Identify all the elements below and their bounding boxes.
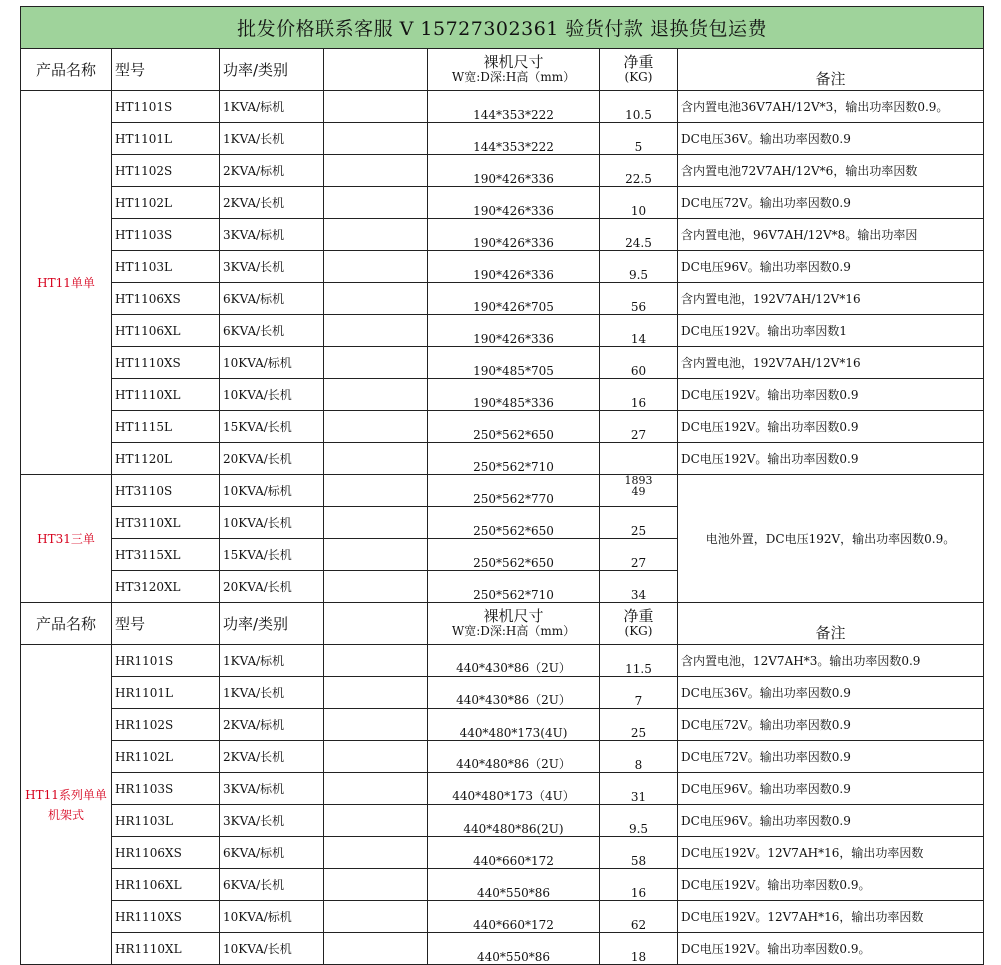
blank-cell bbox=[324, 251, 428, 283]
dimension-cell: 250*562*650 bbox=[428, 411, 600, 443]
note-cell: 含内置电池，96V7AH/12V*8。输出功率因 bbox=[678, 219, 984, 251]
weight-cell bbox=[600, 443, 678, 475]
model-cell: HT1102S bbox=[112, 155, 220, 187]
dimension-cell: 190*426*336 bbox=[428, 155, 600, 187]
blank-cell bbox=[324, 411, 428, 443]
note-cell: DC电压192V。输出功率因数0.9 bbox=[678, 379, 984, 411]
blank-cell bbox=[324, 677, 428, 709]
model-cell: HR1110XL bbox=[112, 933, 220, 965]
weight-value: 49 bbox=[631, 485, 646, 498]
note-cell: DC电压96V。输出功率因数0.9 bbox=[678, 251, 984, 283]
note-cell: DC电压36V。输出功率因数0.9 bbox=[678, 123, 984, 155]
table-row bbox=[21, 741, 984, 773]
table-row bbox=[21, 187, 984, 219]
dimension-cell: 440*550*86 bbox=[428, 933, 600, 965]
weight-cell: 25 bbox=[600, 507, 678, 539]
blank-cell bbox=[324, 933, 428, 965]
weight-cell: 34 bbox=[600, 571, 678, 603]
model-cell: HT1110XS bbox=[112, 347, 220, 379]
table-row bbox=[21, 677, 984, 709]
dimension-cell: 440*660*172 bbox=[428, 837, 600, 869]
blank-cell bbox=[324, 805, 428, 837]
dimension-cell: 440*430*86（2U） bbox=[428, 645, 600, 677]
weight-cell: 31 bbox=[600, 773, 678, 805]
model-cell: HR1103S bbox=[112, 773, 220, 805]
blank-cell bbox=[324, 443, 428, 475]
note-cell: DC电压192V。12V7AH*16，输出功率因数 bbox=[678, 901, 984, 933]
blank-cell bbox=[324, 379, 428, 411]
note-cell: 含内置电池，12V7AH*3。输出功率因数0.9 bbox=[678, 645, 984, 677]
model-cell: HR1101S bbox=[112, 645, 220, 677]
header-model: 型号 bbox=[112, 603, 220, 645]
blank-cell bbox=[324, 645, 428, 677]
power-cell: 2KVA/长机 bbox=[220, 741, 324, 773]
header-weight-unit: (KG) bbox=[624, 623, 653, 638]
blank-cell bbox=[324, 773, 428, 805]
header-row bbox=[21, 603, 984, 645]
note-cell: 含内置电池，192V7AH/12V*16 bbox=[678, 283, 984, 315]
blank-cell bbox=[324, 187, 428, 219]
weight-cell: 7 bbox=[600, 677, 678, 709]
dimension-cell: 440*430*86（2U） bbox=[428, 677, 600, 709]
table-row bbox=[21, 347, 984, 379]
power-cell: 3KVA/长机 bbox=[220, 251, 324, 283]
header-dimensions bbox=[428, 49, 600, 91]
dimension-cell: 190*426*705 bbox=[428, 283, 600, 315]
power-cell: 10KVA/标机 bbox=[220, 475, 324, 507]
header-power: 功率/类别 bbox=[220, 603, 324, 645]
header-power: 功率/类别 bbox=[220, 49, 324, 91]
header-blank bbox=[324, 49, 428, 91]
dimension-cell: 440*480*173（4U） bbox=[428, 773, 600, 805]
power-cell: 1KVA/长机 bbox=[220, 677, 324, 709]
note-cell: DC电压96V。输出功率因数0.9 bbox=[678, 773, 984, 805]
dimension-cell: 440*480*86(2U) bbox=[428, 805, 600, 837]
note-cell: 含内置电池36V7AH/12V*3，输出功率因数0.9。 bbox=[678, 91, 984, 123]
blank-cell bbox=[324, 539, 428, 571]
header-weight-unit: (KG) bbox=[624, 69, 653, 84]
header-note: 备注 bbox=[678, 49, 984, 91]
dimension-cell: 250*562*770 bbox=[428, 475, 600, 507]
power-cell: 1KVA/长机 bbox=[220, 123, 324, 155]
weight-overlap-text: 1893 bbox=[624, 474, 653, 487]
dimension-cell: 190*426*336 bbox=[428, 315, 600, 347]
weight-cell: 10 bbox=[600, 187, 678, 219]
price-sheet bbox=[20, 6, 983, 965]
model-cell: HT1115L bbox=[112, 411, 220, 443]
power-cell: 1KVA/标机 bbox=[220, 91, 324, 123]
note-cell: DC电压192V。输出功率因数0.9。 bbox=[678, 869, 984, 901]
power-cell: 1KVA/标机 bbox=[220, 645, 324, 677]
note-cell: 含内置电池，192V7AH/12V*16 bbox=[678, 347, 984, 379]
model-cell: HT3110XL bbox=[112, 507, 220, 539]
model-cell: HT1103L bbox=[112, 251, 220, 283]
group-label: HT11系列单单机架式 bbox=[21, 645, 112, 965]
weight-cell: 9.5 bbox=[600, 251, 678, 283]
dimension-cell: 250*562*710 bbox=[428, 571, 600, 603]
header-dimensions-label: 裸机尺寸 bbox=[483, 52, 544, 71]
header-note: 备注 bbox=[678, 603, 984, 645]
blank-cell bbox=[324, 741, 428, 773]
table-row bbox=[21, 123, 984, 155]
blank-cell bbox=[324, 837, 428, 869]
header-product-name: 产品名称 bbox=[21, 603, 112, 645]
note-cell: DC电压192V。输出功率因数0.9 bbox=[678, 411, 984, 443]
weight-cell: 5 bbox=[600, 123, 678, 155]
blank-cell bbox=[324, 347, 428, 379]
table-row bbox=[21, 933, 984, 965]
table-row bbox=[21, 869, 984, 901]
model-cell: HT1106XS bbox=[112, 283, 220, 315]
note-cell: DC电压192V。输出功率因数1 bbox=[678, 315, 984, 347]
table-row bbox=[21, 379, 984, 411]
note-cell: DC电压72V。输出功率因数0.9 bbox=[678, 187, 984, 219]
power-cell: 6KVA/长机 bbox=[220, 315, 324, 347]
weight-cell: 56 bbox=[600, 283, 678, 315]
power-cell: 6KVA/标机 bbox=[220, 283, 324, 315]
weight-cell: 25 bbox=[600, 709, 678, 741]
weight-cell: 58 bbox=[600, 837, 678, 869]
product-table bbox=[20, 6, 984, 965]
note-cell: DC电压192V。输出功率因数0.9 bbox=[678, 443, 984, 475]
blank-cell bbox=[324, 571, 428, 603]
table-row bbox=[21, 283, 984, 315]
weight-cell: 16 bbox=[600, 379, 678, 411]
weight-cell bbox=[600, 475, 678, 507]
model-cell: HR1103L bbox=[112, 805, 220, 837]
weight-cell: 27 bbox=[600, 539, 678, 571]
header-weight-label: 净重 bbox=[623, 52, 654, 71]
power-cell: 3KVA/长机 bbox=[220, 805, 324, 837]
power-cell: 2KVA/长机 bbox=[220, 187, 324, 219]
table-row bbox=[21, 315, 984, 347]
model-cell: HT3120XL bbox=[112, 571, 220, 603]
weight-cell: 8 bbox=[600, 741, 678, 773]
model-cell: HR1110XS bbox=[112, 901, 220, 933]
weight-cell: 27 bbox=[600, 411, 678, 443]
dimension-cell: 144*353*222 bbox=[428, 123, 600, 155]
weight-cell: 22.5 bbox=[600, 155, 678, 187]
note-cell: DC电压192V。12V7AH*16，输出功率因数 bbox=[678, 837, 984, 869]
merged-note-cell: 电池外置，DC电压192V，输出功率因数0.9。 bbox=[678, 475, 984, 603]
power-cell: 2KVA/标机 bbox=[220, 709, 324, 741]
model-cell: HT3115XL bbox=[112, 539, 220, 571]
group-label: HT11单单 bbox=[21, 91, 112, 475]
model-cell: HT1103S bbox=[112, 219, 220, 251]
dimension-cell: 440*480*86（2U） bbox=[428, 741, 600, 773]
dimension-cell: 250*562*650 bbox=[428, 539, 600, 571]
table-row bbox=[21, 837, 984, 869]
header-weight bbox=[600, 49, 678, 91]
dimension-cell: 250*562*650 bbox=[428, 507, 600, 539]
dimension-cell: 144*353*222 bbox=[428, 91, 600, 123]
model-cell: HR1102S bbox=[112, 709, 220, 741]
blank-cell bbox=[324, 315, 428, 347]
power-cell: 15KVA/长机 bbox=[220, 539, 324, 571]
model-cell: HR1101L bbox=[112, 677, 220, 709]
header-product-name: 产品名称 bbox=[21, 49, 112, 91]
weight-cell: 62 bbox=[600, 901, 678, 933]
power-cell: 20KVA/长机 bbox=[220, 571, 324, 603]
table-row bbox=[21, 645, 984, 677]
note-cell: DC电压192V。输出功率因数0.9。 bbox=[678, 933, 984, 965]
power-cell: 6KVA/长机 bbox=[220, 869, 324, 901]
weight-cell: 14 bbox=[600, 315, 678, 347]
model-cell: HR1102L bbox=[112, 741, 220, 773]
weight-cell: 24.5 bbox=[600, 219, 678, 251]
table-row bbox=[21, 901, 984, 933]
model-cell: HT1101L bbox=[112, 123, 220, 155]
model-cell: HT1120L bbox=[112, 443, 220, 475]
weight-cell: 60 bbox=[600, 347, 678, 379]
dimension-cell: 440*550*86 bbox=[428, 869, 600, 901]
model-cell: HT3110S bbox=[112, 475, 220, 507]
model-cell: HR1106XS bbox=[112, 837, 220, 869]
note-cell: DC电压72V。输出功率因数0.9 bbox=[678, 709, 984, 741]
header-weight bbox=[600, 603, 678, 645]
header-blank bbox=[324, 603, 428, 645]
header-dimensions-label: 裸机尺寸 bbox=[483, 606, 544, 625]
dimension-cell: 190*485*705 bbox=[428, 347, 600, 379]
blank-cell bbox=[324, 901, 428, 933]
power-cell: 10KVA/长机 bbox=[220, 379, 324, 411]
power-cell: 6KVA/标机 bbox=[220, 837, 324, 869]
power-cell: 15KVA/长机 bbox=[220, 411, 324, 443]
header-model: 型号 bbox=[112, 49, 220, 91]
blank-cell bbox=[324, 475, 428, 507]
weight-cell: 9.5 bbox=[600, 805, 678, 837]
weight-cell: 18 bbox=[600, 933, 678, 965]
power-cell: 20KVA/长机 bbox=[220, 443, 324, 475]
dimension-cell: 190*426*336 bbox=[428, 219, 600, 251]
blank-cell bbox=[324, 91, 428, 123]
header-dimensions bbox=[428, 603, 600, 645]
table-row bbox=[21, 475, 984, 507]
dimension-cell: 190*485*336 bbox=[428, 379, 600, 411]
weight-cell: 11.5 bbox=[600, 645, 678, 677]
group-label: HT31三单 bbox=[21, 475, 112, 603]
blank-cell bbox=[324, 155, 428, 187]
header-dimensions-unit: W宽:D深:H高（mm） bbox=[451, 623, 576, 638]
sheet-title: 批发价格联系客服 V 15727302361 验货付款 退换货包运费 bbox=[21, 7, 984, 49]
blank-cell bbox=[324, 709, 428, 741]
weight-cell: 16 bbox=[600, 869, 678, 901]
dimension-cell: 190*426*336 bbox=[428, 187, 600, 219]
model-cell: HT1110XL bbox=[112, 379, 220, 411]
table-row bbox=[21, 773, 984, 805]
power-cell: 2KVA/标机 bbox=[220, 155, 324, 187]
blank-cell bbox=[324, 507, 428, 539]
blank-cell bbox=[324, 123, 428, 155]
dimension-cell: 250*562*710 bbox=[428, 443, 600, 475]
blank-cell bbox=[324, 869, 428, 901]
table-row bbox=[21, 155, 984, 187]
weight-cell: 10.5 bbox=[600, 91, 678, 123]
power-cell: 3KVA/标机 bbox=[220, 219, 324, 251]
power-cell: 3KVA/标机 bbox=[220, 773, 324, 805]
model-cell: HT1102L bbox=[112, 187, 220, 219]
dimension-cell: 440*660*172 bbox=[428, 901, 600, 933]
table-row bbox=[21, 219, 984, 251]
dimension-cell: 440*480*173(4U) bbox=[428, 709, 600, 741]
header-dimensions-unit: W宽:D深:H高（mm） bbox=[451, 69, 576, 84]
dimension-cell: 190*426*336 bbox=[428, 251, 600, 283]
table-row bbox=[21, 709, 984, 741]
model-cell: HT1101S bbox=[112, 91, 220, 123]
table-row bbox=[21, 411, 984, 443]
header-weight-label: 净重 bbox=[623, 606, 654, 625]
table-row bbox=[21, 443, 984, 475]
header-row bbox=[21, 49, 984, 91]
power-cell: 10KVA/长机 bbox=[220, 507, 324, 539]
note-cell: DC电压36V。输出功率因数0.9 bbox=[678, 677, 984, 709]
table-row bbox=[21, 91, 984, 123]
note-cell: DC电压96V。输出功率因数0.9 bbox=[678, 805, 984, 837]
model-cell: HR1106XL bbox=[112, 869, 220, 901]
table-row bbox=[21, 805, 984, 837]
note-cell: 含内置电池72V7AH/12V*6，输出功率因数 bbox=[678, 155, 984, 187]
power-cell: 10KVA/标机 bbox=[220, 901, 324, 933]
power-cell: 10KVA/标机 bbox=[220, 347, 324, 379]
model-cell: HT1106XL bbox=[112, 315, 220, 347]
power-cell: 10KVA/长机 bbox=[220, 933, 324, 965]
note-cell: DC电压72V。输出功率因数0.9 bbox=[678, 741, 984, 773]
blank-cell bbox=[324, 219, 428, 251]
table-row bbox=[21, 251, 984, 283]
blank-cell bbox=[324, 283, 428, 315]
